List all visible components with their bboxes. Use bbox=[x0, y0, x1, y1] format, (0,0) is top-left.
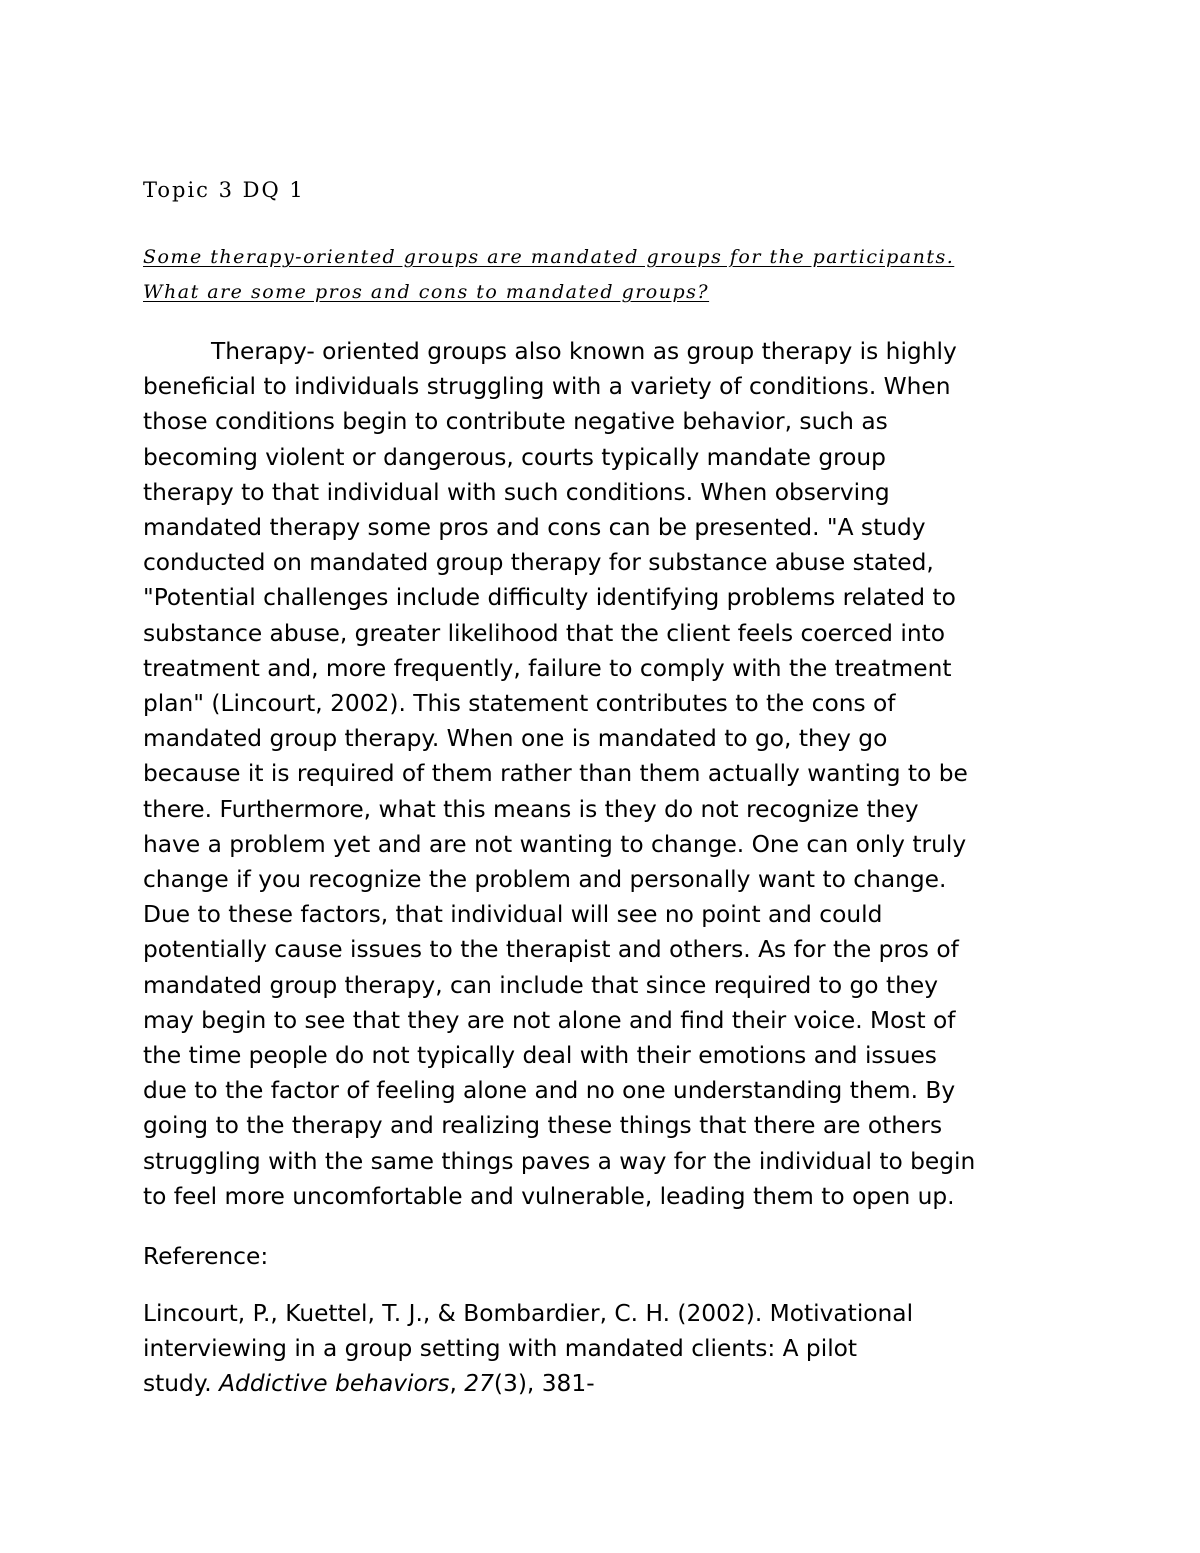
reference-line bbox=[143, 1366, 1083, 1401]
prompt-line-text: Some therapy-oriented groups are mandated groups for the participants. bbox=[143, 246, 955, 268]
paragraph-line: the time people do not typically deal with their emotions and issues bbox=[143, 1042, 937, 1070]
paragraph-line: mandated therapy some pros and cons can be presented. "A study bbox=[143, 514, 926, 542]
prompt-line bbox=[143, 275, 1103, 310]
reference-heading: Reference: bbox=[143, 1243, 269, 1270]
paragraph-line: Due to these factors, that individual will see no point and could bbox=[143, 901, 883, 929]
paragraph-line: mandated group therapy, can include that since required to go they bbox=[143, 971, 938, 999]
reference-entry bbox=[143, 1296, 1083, 1402]
paragraph-line: because it is required of them rather than them actually wanting to be bbox=[143, 760, 968, 788]
paragraph-line: change if you recognize the problem and personally want to change. bbox=[143, 866, 947, 894]
paragraph-line: Therapy- oriented groups also known as group therapy is highly bbox=[211, 338, 957, 365]
reference-prefix: study. bbox=[143, 1370, 220, 1398]
paragraph-line: due to the factor of feeling alone and no one understanding them. By bbox=[143, 1077, 956, 1105]
paragraph-line: "Potential challenges include difficulty identifying problems related to bbox=[143, 584, 956, 612]
reference-pages: , 381- bbox=[526, 1370, 595, 1398]
paragraph-line: to feel more uncomfortable and vulnerable, leading them to open up. bbox=[143, 1182, 955, 1210]
paragraph-line: those conditions begin to contribute negative behavior, such as bbox=[143, 408, 888, 436]
reference-separator: , bbox=[449, 1370, 465, 1398]
discussion-prompt bbox=[143, 240, 1103, 310]
paragraph-line: substance abuse, greater likelihood that the client feels coerced into bbox=[143, 619, 945, 647]
paragraph-line: struggling with the same things paves a way for the individual to begin bbox=[143, 1147, 976, 1175]
paragraph-line: treatment and, more frequently, failure to comply with the treatment bbox=[143, 654, 952, 682]
paragraph-line: have a problem yet and are not wanting to change. One can only truly bbox=[143, 830, 967, 858]
paragraph-line: there. Furthermore, what this means is they do not recognize they bbox=[143, 795, 919, 823]
paragraph-line: beneficial to individuals struggling with a variety of conditions. When bbox=[143, 373, 951, 401]
paragraph-line: becoming violent or dangerous, courts typically mandate group bbox=[143, 443, 886, 471]
paragraph-line: potentially cause issues to the therapist and others. As for the pros of bbox=[143, 936, 959, 964]
reference-volume: 27 bbox=[464, 1370, 494, 1398]
paragraph-line: may begin to see that they are not alone and find their voice. Most of bbox=[143, 1006, 956, 1034]
paragraph-line: conducted on mandated group therapy for substance abuse stated, bbox=[143, 549, 934, 577]
prompt-line-text: What are some pros and cons to mandated groups? bbox=[143, 281, 710, 303]
paragraph-line: plan" (Lincourt, 2002). This statement contributes to the cons of bbox=[143, 690, 896, 718]
reference-journal: Addictive behaviors bbox=[219, 1370, 450, 1398]
reference-line: interviewing in a group setting with mandated clients: A pilot bbox=[143, 1335, 858, 1363]
paragraph-line: therapy to that individual with such conditions. When observing bbox=[143, 478, 890, 506]
document-title: Topic 3 DQ 1 bbox=[143, 178, 305, 202]
response-paragraph bbox=[143, 334, 1083, 1214]
paragraph-line: going to the therapy and realizing these things that there are others bbox=[143, 1112, 943, 1140]
paragraph-line: mandated group therapy. When one is mandated to go, they go bbox=[143, 725, 888, 753]
prompt-line bbox=[143, 240, 1103, 275]
reference-line: Lincourt, P., Kuettel, T. J., & Bombardier, C. H. (2002). Motivational bbox=[143, 1300, 914, 1327]
reference-issue: (3) bbox=[493, 1370, 527, 1398]
